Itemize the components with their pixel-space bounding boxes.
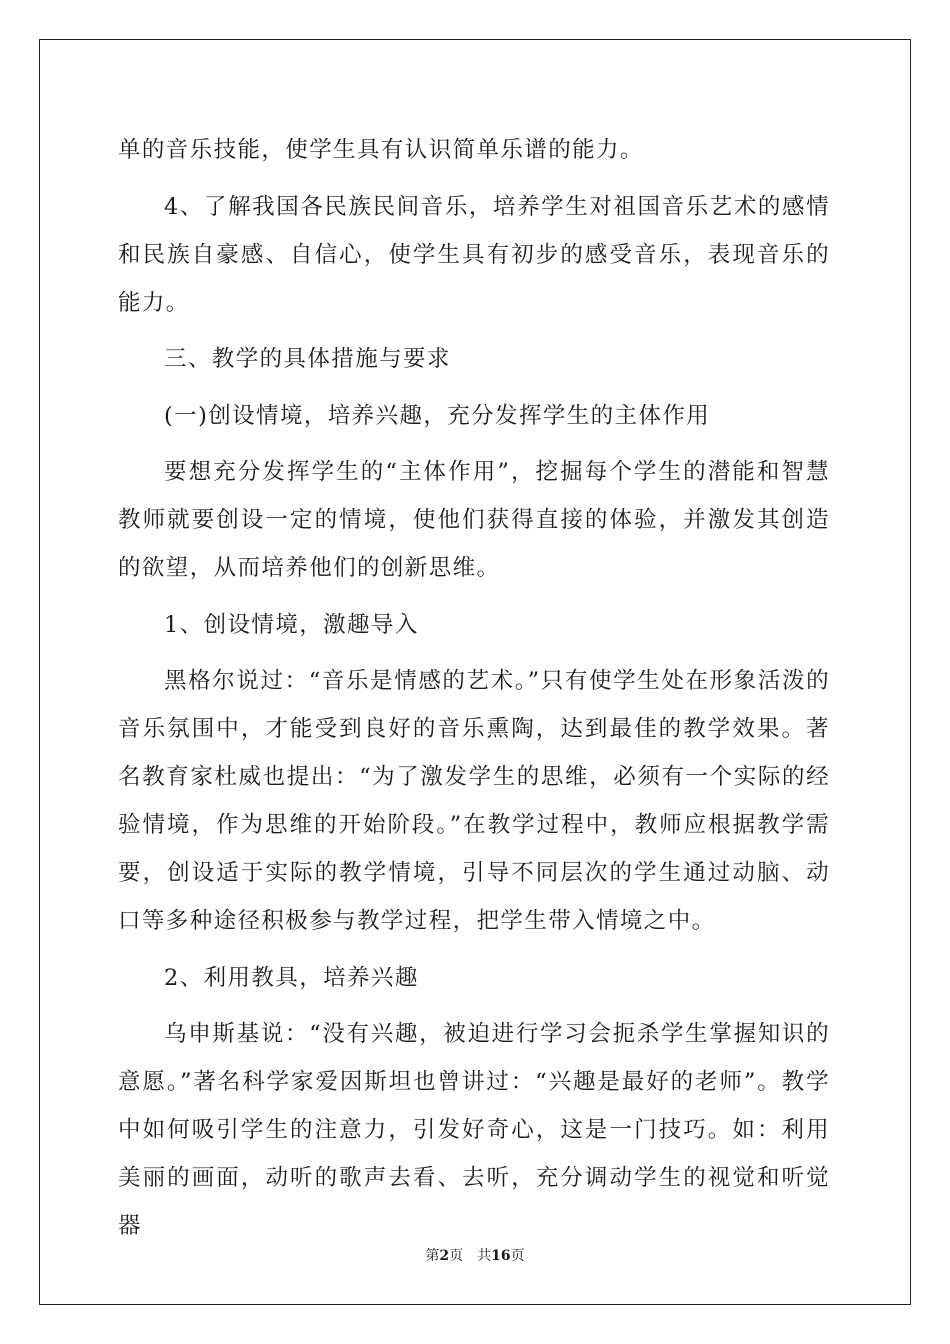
paragraph-5: 乌申斯基说：“没有兴趣，被迫进行学习会扼杀学生掌握知识的意愿。”著名科学家爱因斯坦也曾讲过：“兴趣是最好的老师”。教学中如何吸引学生的注意力，引发好奇心，这是一门技巧。如：利用美丽的画面，动听的歌声去看、去听，充分调动学生的视觉和听觉器 — [118, 1021, 830, 1239]
paragraph-3: 要想充分发挥学生的“主体作用”，挖掘每个学生的潜能和智慧教师就要创设一定的情境，使他们获得直接的体验，并激发其创造的欲望，从而培养他们的创新思维。 — [118, 459, 830, 581]
footer-page-number: 2 — [439, 1248, 450, 1264]
section-heading-3: 三、教学的具体措施与要求 — [164, 346, 451, 372]
footer-suffix: 页 — [510, 1248, 525, 1264]
document-body — [118, 126, 830, 1259]
footer-prefix: 第 — [425, 1248, 440, 1264]
subsection-heading-1: (一)创设情境，培养兴趣，充分发挥学生的主体作用 — [164, 402, 711, 429]
footer-middle: 页 共 — [449, 1248, 492, 1264]
item-heading-1: 1、创设情境，激趣导入 — [164, 611, 419, 638]
item-heading-2: 2、利用教具，培养兴趣 — [164, 964, 419, 991]
paragraph-2: 4、了解我国各民族民间音乐，培养学生对祖国音乐艺术的感情和民族自豪感、自信心，使学生具有初步的感受音乐，表现音乐的能力。 — [118, 193, 830, 316]
footer-total-pages: 16 — [491, 1248, 511, 1264]
page-footer — [0, 1246, 950, 1266]
paragraph-1: 单的音乐技能，使学生具有认识简单乐谱的能力。 — [118, 137, 644, 163]
paragraph-4: 黑格尔说过：“音乐是情感的艺术。”只有使学生处在形象活泼的音乐氛围中，才能受到良好的音乐熏陶，达到最佳的教学效果。著名教育家杜威也提出：“为了激发学生的思维，必须有一个实际的经验情境，作为思维的开始阶段。”在教学过程中，教师应根据教学需要，创设适于实际的教学情境，引导不同层次的学生通过动脑、动口等多种途径积极参与教学过程，把学生带入情境之中。 — [118, 668, 830, 934]
